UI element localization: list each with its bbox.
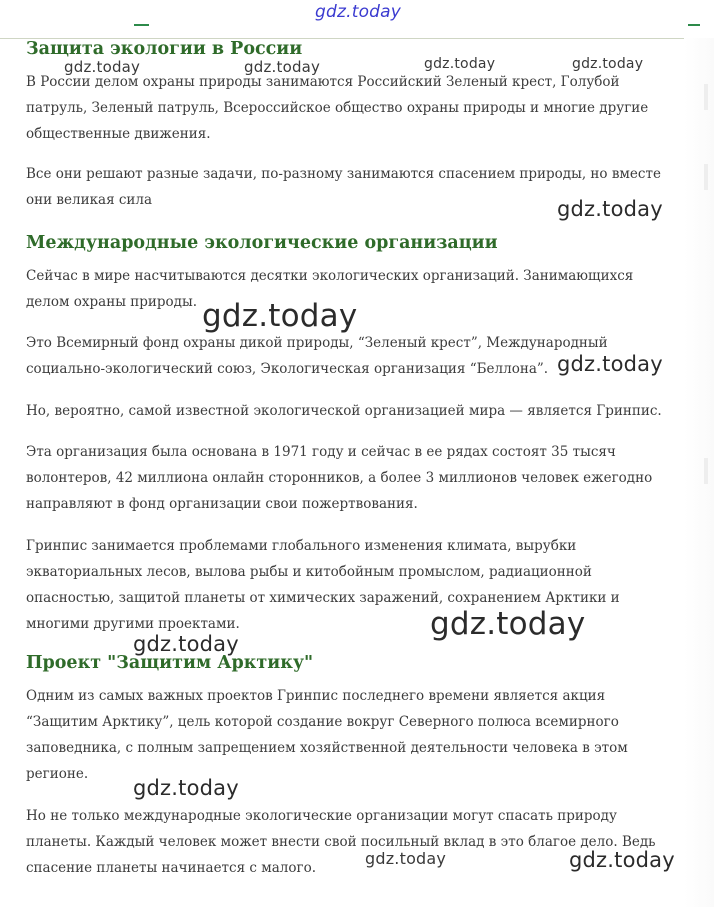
side-panel-mark xyxy=(704,458,708,484)
watermark: gdz.today xyxy=(315,2,402,22)
section-heading: Защита экологии в России xyxy=(26,39,303,59)
watermark: gdz.today xyxy=(365,849,447,868)
paragraph: Но не только международные экологические организации могут спасать природу планеты. Каждый человек может внести свой посильный вклад в это благое дело. Ведь спасение планеты начинается с малого. xyxy=(26,808,656,876)
article xyxy=(26,38,666,881)
watermark: gdz.today xyxy=(133,632,239,656)
paragraph: Но, вероятно, самой известной экологической организацией мира — является Гринпис. xyxy=(26,403,662,419)
watermark: gdz.today xyxy=(64,58,141,76)
nav-indicator xyxy=(688,24,700,26)
section-heading: Проект "Защитим Арктику" xyxy=(26,653,314,673)
watermark: gdz.today xyxy=(244,58,321,76)
paragraph: Все они решают разные задачи, по-разному занимаются спасением природы, но вместе они великая сила xyxy=(26,166,661,208)
paragraph: Одним из самых важных проектов Гринпис последнего времени является акция “Защитим Арктику”, цель которой создание вокруг Северного полюса всемирного заповедника, с полным запрещением хозяйственной деятельности человека в этом регионе. xyxy=(26,688,628,782)
watermark: gdz.today xyxy=(424,56,496,72)
watermark: gdz.today xyxy=(572,56,644,72)
section-heading: Международные экологические организации xyxy=(26,233,498,253)
side-panel-mark xyxy=(704,84,708,110)
watermark: gdz.today xyxy=(430,606,586,642)
watermark: gdz.today xyxy=(557,197,663,221)
paragraph: Это Всемирный фонд охраны дикой природы, “Зеленый крест”, Международный социально-экологический союз, Экологическая организация “Беллона”. xyxy=(26,335,608,377)
watermark: gdz.today xyxy=(569,848,675,872)
paragraph: Сейчас в мире насчитываются десятки экологических организаций. Занимающихся делом охраны природы. xyxy=(26,268,634,310)
nav-indicator xyxy=(134,24,149,26)
side-panel-edge xyxy=(684,38,714,907)
side-panel-mark xyxy=(704,164,708,190)
paragraph: В России делом охраны природы занимаются Российский Зеленый крест, Голубой патруль, Зеленый патруль, Всероссийское общество охраны природы и многие другие общественные движения. xyxy=(26,74,649,142)
watermark: gdz.today xyxy=(133,776,239,800)
watermark: gdz.today xyxy=(202,298,358,334)
paragraph: Эта организация была основана в 1971 году и сейчас в ее рядах состоят 35 тысяч волонтеров, 42 миллиона онлайн сторонников, а более 3 миллионов человек ежегодно направляют в фонд организации свои пожертвования. xyxy=(26,444,653,512)
watermark: gdz.today xyxy=(557,352,663,376)
paragraph: Гринпис занимается проблемами глобального изменения климата, вырубки экваториальных лесов, вылова рыбы и китобойным промыслом, радиационной опасностью, защитой планеты от химических заражений, сохранением Арктики и многими другими проектами. xyxy=(26,538,620,632)
